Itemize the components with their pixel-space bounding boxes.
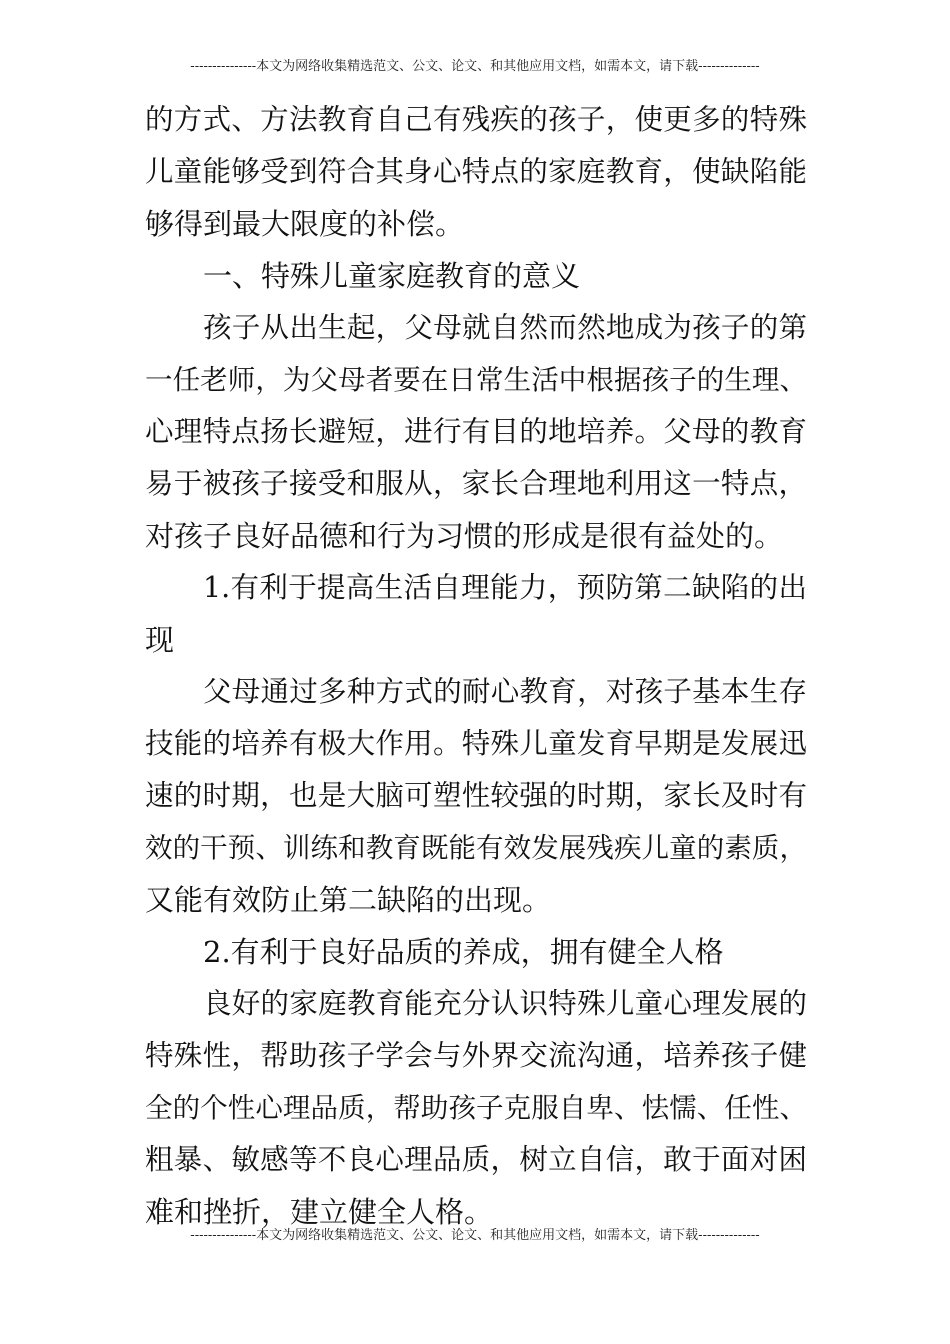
text-line: 良好的家庭教育能充分认识特殊儿童心理发展的 [203,987,807,1020]
text-line: 父母通过多种方式的耐心教育，对孩子基本生存 [203,675,807,708]
text-line: 的方式、方法教育自己有残疾的孩子，使更多的特殊 [145,103,807,136]
text-line: 难和挫折，建立健全人格。 [145,1195,494,1229]
text-line: 孩子从出生起，父母就自然而然地成为孩子的第 [203,311,807,344]
text-line: 速的时期，也是大脑可塑性较强的时期，家长及时有 [145,779,807,812]
subsection-heading: 2.有利于良好品质的养成，拥有健全人格 [203,935,724,969]
text-line: 儿童能够受到符合其身心特点的家庭教育，使缺陷能 [145,155,807,188]
text-line: 心理特点扬长避短，进行有目的地培养。父母的教育 [145,415,807,448]
text-line: 够得到最大限度的补偿。 [145,207,465,241]
subsection-heading: 现 [145,623,175,657]
text-line: 全的个性心理品质，帮助孩子克服自卑、怯懦、任性、 [145,1092,807,1124]
header-note: ---------------本文为网络收集精选范文、公文、论文、和其他应用文档，如需本文，请下载-------------- [190,59,760,74]
section-heading: 一、特殊儿童家庭教育的意义 [203,259,581,293]
text-line: 技能的培养有极大作用。特殊儿童发育早期是发展迅 [145,727,807,760]
footer-note: ---------------本文为网络收集精选范文、公文、论文、和其他应用文档，如需本文，请下载-------------- [190,1228,760,1243]
text-line: 特殊性，帮助孩子学会与外界交流沟通，培养孩子健 [145,1039,807,1072]
text-line: 一任老师，为父母者要在日常生活中根据孩子的生理、 [145,364,807,396]
document-body [145,94,807,1238]
text-line: 粗暴、敏感等不良心理品质，树立自信，敢于面对困 [145,1143,807,1176]
text-line: 易于被孩子接受和服从，家长合理地利用这一特点， [145,467,807,500]
subsection-heading: 1.有利于提高生活自理能力，预防第二缺陷的出 [203,571,807,604]
text-line: 效的干预、训练和教育既能有效发展残疾儿童的素质， [145,832,807,864]
text-line: 又能有效防止第二缺陷的出现。 [145,883,552,917]
text-line: 对孩子良好品德和行为习惯的形成是很有益处的。 [145,519,784,553]
